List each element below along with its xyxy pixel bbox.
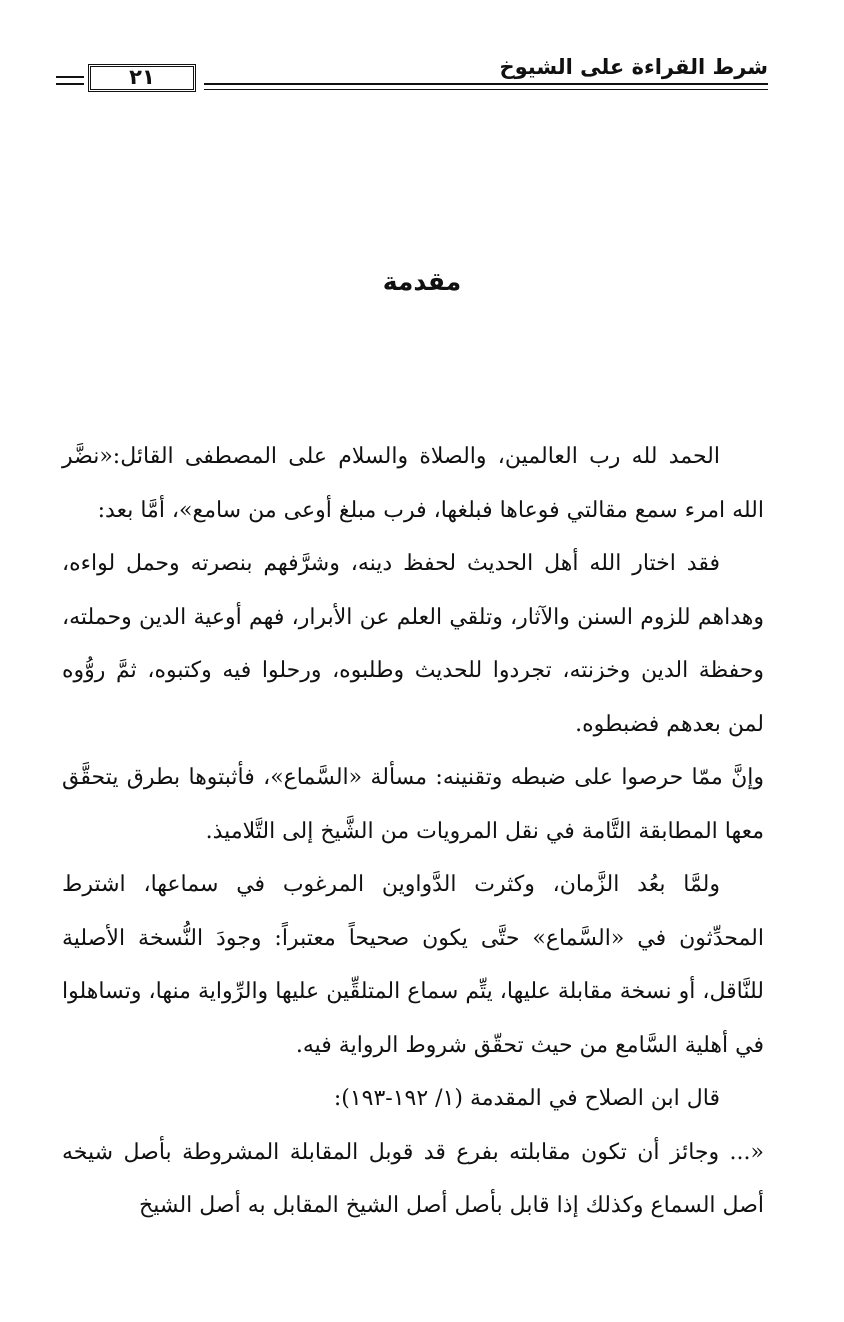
quotation: «... وجائز أن تكون مقابلته بفرع قد قوبل المقابلة المشروطة بأصل شيخه أصل السماع وكذلك إذا قابل بأصل أصل الشيخ المقابل به أصل الشيخ <box>62 1139 764 1218</box>
paragraph: وإنَّ ممّا حرصوا على ضبطه وتقنينه: مسألة «السَّماع»، فأثبتوها بطرق يتحقَّق معها المطابقة التَّامة في نقل المرويات من الشَّيخ إلى التَّلاميذ. <box>62 765 764 844</box>
running-header <box>56 52 768 100</box>
paragraph: ولمَّا بعُد الزَّمان، وكثرت الدَّواوين المرغوب في سماعها، اشترط المحدِّثون في «السَّماع» حتَّى يكون صحيحاً معتبراً: وجودَ النُّسخة الأصلية للنَّاقل، أو نسخة مقابلة عليها، يتِّم سماع المتلقِّين عليها والرِّواية منها، وتساهلوا في أهلية السَّامع من حيث تحقّق شروط الرواية فيه. <box>62 872 764 1058</box>
page-number: ٢١ <box>88 64 196 92</box>
header-rule <box>204 83 768 90</box>
paragraph: الحمد لله رب العالمين، والصلاة والسلام على المصطفى القائل:«نضَّر الله امرء سمع مقالتي فوعاها فبلغها، فرب مبلغ أوعى من سامع»، أمَّا بعد: <box>62 444 764 523</box>
body-text <box>62 430 764 1233</box>
paragraph: فقد اختار الله أهل الحديث لحفظ دينه، وشرَّفهم بنصرته وحمل لواءه، وهداهم للزوم السنن والآثار، وتلقي العلم عن الأبرار، فهم أوعية الدين وحملته، وحفظة الدين وخزنته، تجردوا للحديث وطلبوه، ورحلوا فيه وكتبوه، ثمَّ روُّوه لمن بعدهم فضبطوه. <box>62 551 764 737</box>
chapter-title: مقدمة <box>382 267 462 296</box>
quote-intro: قال ابن الصلاح في المقدمة (١/ ١٩٢-١٩٣): <box>333 1086 720 1111</box>
header-rule-short <box>56 76 84 85</box>
running-title: شرط القراءة على الشيوخ <box>499 55 768 79</box>
